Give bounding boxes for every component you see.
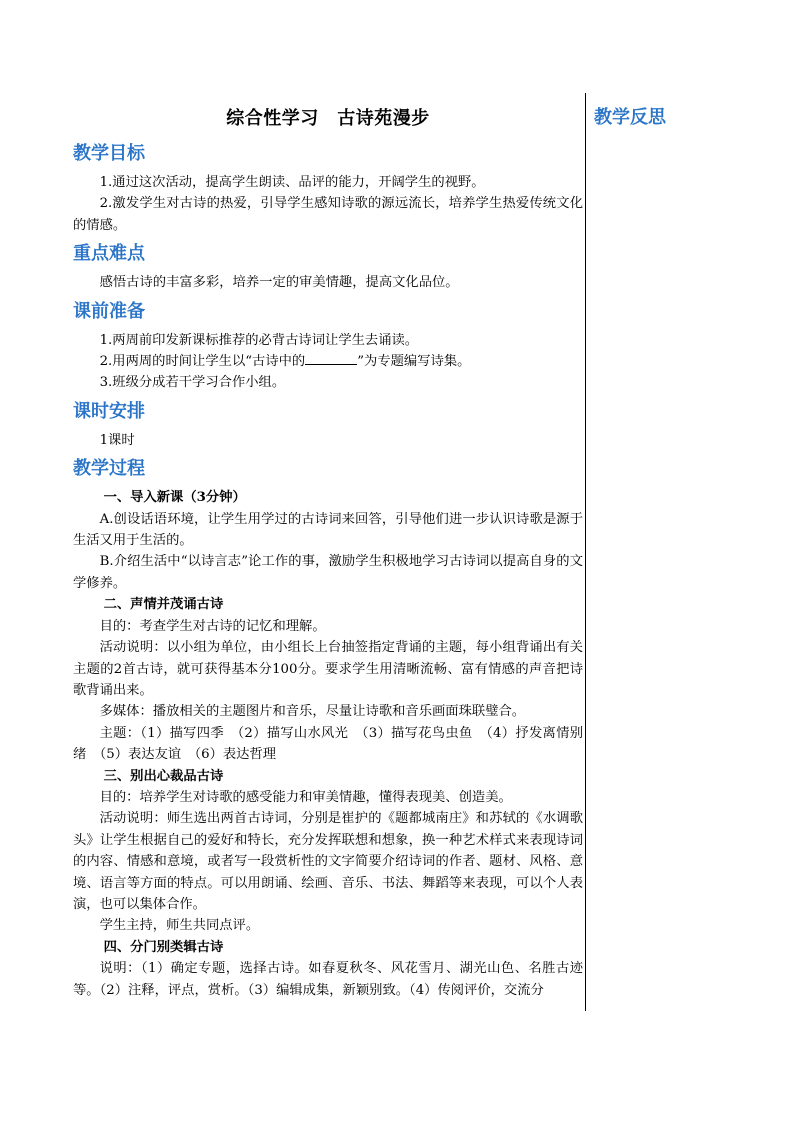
section-heading-schedule: 课时安排 <box>73 400 145 422</box>
process-paragraph: A.创设话语环境，让学生用学过的古诗词来回答，引导他们进一步认识诗歌是源于生活又用于生活的。 <box>73 511 583 549</box>
lesson-plan-main-column <box>73 96 583 1001</box>
column-divider <box>585 93 586 1011</box>
process-subheading: 二、声情并茂诵古诗 <box>103 597 224 613</box>
reflection-column <box>594 100 774 136</box>
prep-item-1: 1.两周前印发新课标推荐的必背古诗词让学生去诵读。 <box>99 332 419 348</box>
fill-in-blank <box>305 352 357 365</box>
schedule-item-1: 1课时 <box>99 432 135 448</box>
process-paragraph: B.介绍生活中“以诗言志”论工作的事，激励学生积极地学习古诗词以提高自身的文学修养。 <box>73 554 583 591</box>
section-heading-reflection: 教学反思 <box>594 107 666 128</box>
keypoints-item-1: 感悟古诗的丰富多彩，培养一定的审美情趣，提高文化品位。 <box>99 275 459 291</box>
process-content <box>73 487 583 1001</box>
process-paragraph: 活动说明：师生选出两首古诗词，分别是崔护的《题都城南庄》和苏轼的《水调歌头》让学生根据自己的爱好和特长，充分发挥联想和想象，换一种艺术样式来表现诗词的内容、情感和意境，或者写一段赏析性的文字简要介绍诗词的作者、题材、风格、意境、语言等方面的特点。可以用朗诵、绘画、音乐、书法、舞蹈等来表现，可以个人表演，也可以集体合作。 <box>73 811 583 912</box>
process-paragraph: 说明：（1）确定专题，选择古诗。如春夏秋冬、风花雪月、湖光山色、名胜古迹等。（2）注释，评点，赏析。（3）编辑成集，新颖别致。（4）传阅评价，交流分 <box>73 961 583 998</box>
section-heading-keypoints: 重点难点 <box>73 243 145 265</box>
prep-item-2-before: 2.用两周的时间让学生以“古诗中的 <box>99 354 306 370</box>
process-subheading: 一、导入新课（3分钟） <box>103 490 246 506</box>
prep-item-3: 3.班级分成若干学习合作小组。 <box>99 375 286 391</box>
prep-item-2-after: ”为专题编写诗集。 <box>357 354 471 370</box>
process-subheading: 三、别出心裁品古诗 <box>103 768 224 784</box>
section-heading-goals: 教学目标 <box>73 143 145 164</box>
process-paragraph: 活动说明：以小组为单位，由小组长上台抽签指定背诵的主题，每小组背诵出有关主题的2首古诗，就可获得基本分100分。要求学生用清晰流畅、富有情感的声音把诗歌背诵出来。 <box>73 640 583 698</box>
process-paragraph: 多媒体：播放相关的主题图片和音乐，尽量让诗歌和音乐画面珠联璧合。 <box>99 704 526 720</box>
process-paragraph: 主题：（1）描写四季 （2）描写山水风光 （3）描写花鸟虫鱼 （4）抒发离情别绪 （5）表达友谊 （6）表达哲理 <box>73 725 583 763</box>
process-paragraph: 目的：考查学生对古诗的记忆和理解。 <box>99 618 326 634</box>
goals-item-1: 1.通过这次活动，提高学生朗读、品评的能力，开阔学生的视野。 <box>99 175 485 190</box>
document-title: 综合性学习 古诗苑漫步 <box>226 108 430 129</box>
section-heading-process: 教学过程 <box>73 458 145 480</box>
goals-item-2: 2.激发学生对古诗的热爱，引导学生感知诗歌的源远流长，培养学生热爱传统文化的情感。 <box>73 196 583 233</box>
process-paragraph: 学生主持，师生共同点评。 <box>99 918 260 934</box>
prep-item-2 <box>73 351 583 372</box>
process-paragraph: 目的：培养学生对诗歌的感受能力和审美情趣，懂得表现美、创造美。 <box>99 789 512 805</box>
process-subheading: 四、分门别类辑古诗 <box>103 939 224 955</box>
section-heading-prep: 课前准备 <box>73 300 145 322</box>
